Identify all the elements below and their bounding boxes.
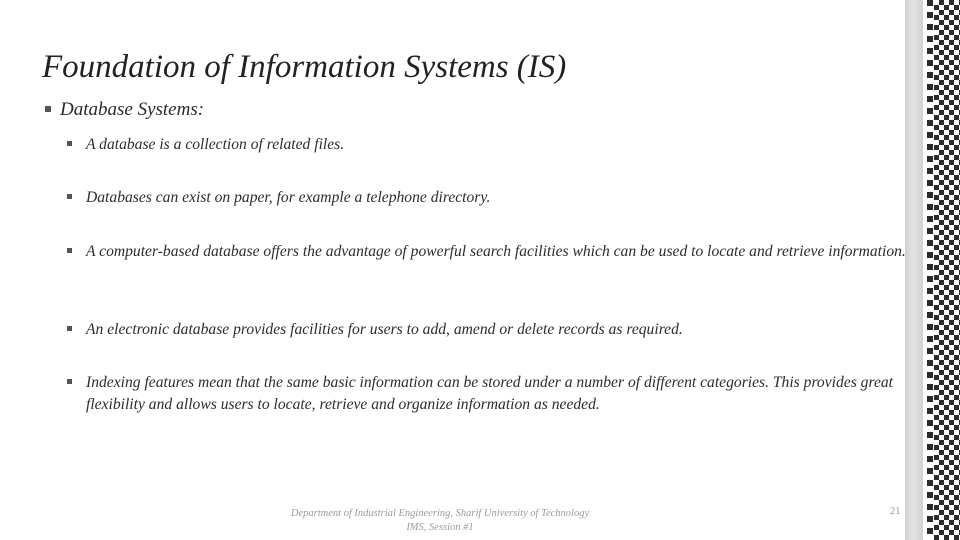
square-bullet-icon bbox=[67, 141, 72, 146]
list-item-text: A computer-based database offers the advantage of powerful search facilities which can be used to locate and retrieve information. bbox=[86, 243, 906, 260]
square-bullet-icon bbox=[67, 326, 72, 331]
decorative-border-checker bbox=[934, 0, 960, 540]
decorative-border-dashes bbox=[927, 0, 933, 540]
slide-footer bbox=[270, 507, 610, 535]
bullet-heading bbox=[45, 99, 204, 121]
bullet-heading-text: Database Systems: bbox=[60, 99, 205, 120]
decorative-border-gray bbox=[905, 0, 923, 540]
list-item bbox=[67, 319, 911, 341]
square-bullet-icon bbox=[67, 194, 72, 199]
slide-title: Foundation of Information Systems (IS) bbox=[42, 49, 567, 85]
list-item bbox=[67, 372, 911, 416]
square-bullet-icon bbox=[67, 379, 72, 384]
list-item bbox=[67, 134, 911, 156]
footer-department: Department of Industrial Engineering, Sharif University of Technology bbox=[290, 508, 590, 519]
list-item bbox=[67, 241, 911, 263]
footer-session: IMS, Session #1 bbox=[406, 522, 474, 533]
list-item bbox=[67, 187, 911, 209]
square-bullet-icon bbox=[67, 248, 72, 253]
page-number: 21 bbox=[890, 506, 901, 517]
list-item-text: Databases can exist on paper, for example a telephone directory. bbox=[86, 189, 491, 206]
list-item-text: An electronic database provides facilities for users to add, amend or delete records as required. bbox=[86, 321, 683, 338]
list-item-text: A database is a collection of related files. bbox=[86, 136, 345, 153]
list-item-text: Indexing features mean that the same basic information can be stored under a number of different categories. This provides great flexibility and allows users to locate, retrieve and organize information as needed. bbox=[86, 374, 894, 413]
square-bullet-icon bbox=[45, 106, 51, 112]
